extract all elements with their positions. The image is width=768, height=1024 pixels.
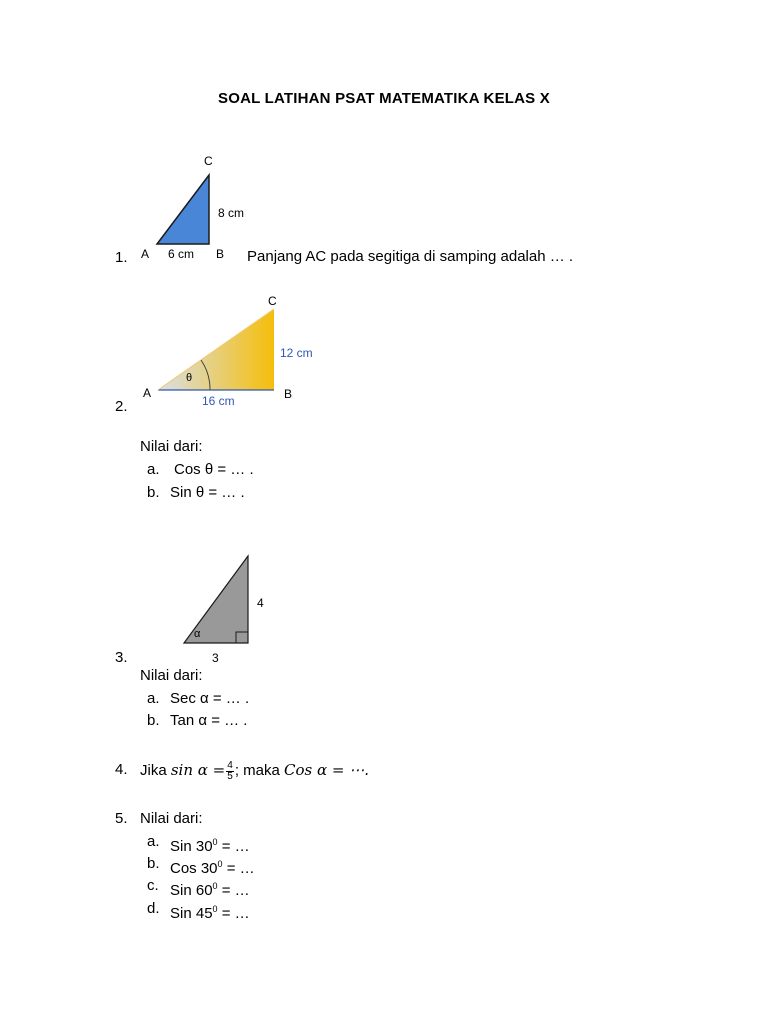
question-2-intro: Nilai dari: xyxy=(140,438,203,455)
vertex-label-b: B xyxy=(284,387,293,401)
page-title: SOAL LATIHAN PSAT MATEMATIKA KELAS X xyxy=(218,90,550,107)
question-1-text: Panjang AC pada segitiga di samping adalah … . xyxy=(247,248,574,265)
vertex-label-a: A xyxy=(143,386,152,400)
fraction xyxy=(226,761,234,782)
question-5-item-letter: d. xyxy=(147,900,160,917)
question-number-2: 2. xyxy=(115,398,128,415)
question-5-item-letter: c. xyxy=(147,877,159,894)
side-label-base: 3 xyxy=(212,651,219,665)
question-3-item-a: Sec α = … . xyxy=(170,690,250,707)
jika-word: Jika xyxy=(140,762,167,779)
question-5-item-d: Sin $45^0$ = … xyxy=(170,904,250,922)
vertex-label-b: B xyxy=(216,247,225,261)
fraction-denominator: 5 xyxy=(227,770,233,782)
question-2-item-b: Sin θ = … . xyxy=(170,484,245,501)
sin-expression: sin α = xyxy=(170,761,226,779)
question-2-item-letter: b. xyxy=(147,484,160,501)
question-5-item-c: Sin $60^0$ = … xyxy=(170,881,250,899)
side-label-base: 16 cm xyxy=(202,394,235,408)
question-number-3: 3. xyxy=(115,649,128,666)
question-5-item-letter: b. xyxy=(147,855,160,872)
cos-expression: Cos α = ⋯. xyxy=(284,761,369,779)
side-label-height: 4 xyxy=(257,596,264,610)
question-3-item-letter: b. xyxy=(147,712,160,729)
question-2-item-letter: a. xyxy=(147,461,160,478)
side-label-height: 8 cm xyxy=(218,206,245,220)
question-number-1: 1. xyxy=(115,249,128,266)
fraction-numerator: 4 xyxy=(227,759,233,771)
question-3-intro: Nilai dari: xyxy=(140,667,203,684)
question-3-item-letter: a. xyxy=(147,690,160,707)
angle-label-theta: θ xyxy=(186,372,193,384)
question-5-intro: Nilai dari: xyxy=(140,810,203,827)
vertex-label-a: A xyxy=(141,247,150,261)
question-2-item-a: Cos θ = … . xyxy=(174,461,254,478)
question-5-item-a: Sin $30^0$ = … xyxy=(170,837,250,855)
question-5-item-b: Cos $30^0$ = … xyxy=(170,859,255,877)
maka-word: ; maka xyxy=(234,762,280,779)
question-3-item-b: Tan α = … . xyxy=(170,712,248,729)
vertex-label-c: C xyxy=(204,154,213,168)
angle-label-alpha: α xyxy=(194,628,201,640)
side-label-base: 6 cm xyxy=(168,247,195,261)
vertex-label-c: C xyxy=(268,294,277,308)
question-number-5: 5. xyxy=(115,810,128,827)
question-4-text xyxy=(140,753,369,788)
side-label-height: 12 cm xyxy=(280,346,313,360)
question-5-item-letter: a. xyxy=(147,833,160,850)
question-number-4: 4. xyxy=(115,761,128,778)
